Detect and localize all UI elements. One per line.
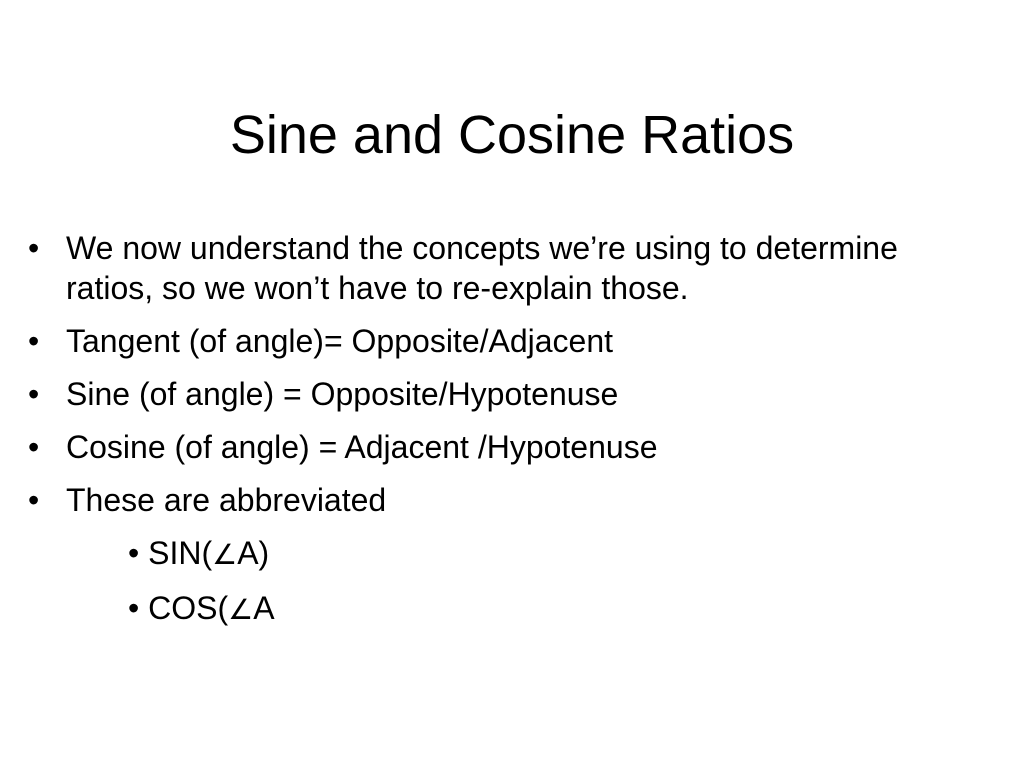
slide-title: Sine and Cosine Ratios [229,105,795,165]
bullet-dot: • [28,323,40,359]
bullet-text: These are abbreviated [66,482,387,518]
bullet-item [28,321,988,361]
sub-bullet-item [128,533,988,575]
bullet-text: Tangent (of angle)= Opposite/Adjacent [66,323,614,359]
bullet-list [28,228,988,643]
bullet-dot: • [28,376,40,412]
bullet-item [28,427,988,467]
sub-bullet-container [28,533,988,630]
sub-bullet-list [28,533,988,630]
bullet-text: We now understand the concepts we’re using to determine ratios, so we won’t have to re-explain those. [66,230,898,306]
sub-bullet-prefix: • SIN( [128,535,213,571]
bullet-dot: • [28,429,40,465]
angle-icon: ∠ [212,538,238,571]
angle-icon: ∠ [228,593,254,626]
sub-bullet-suffix: A) [237,535,270,571]
bullet-item [28,480,988,520]
bullet-text: Sine (of angle) = Opposite/Hypotenuse [66,376,619,412]
sub-bullet-suffix: A [253,590,275,626]
bullet-text: Cosine (of angle) = Adjacent /Hypotenuse [66,429,658,465]
bullet-item [28,228,988,308]
bullet-dot: • [28,230,40,266]
sub-bullet-prefix: • COS( [128,590,229,626]
bullet-item [28,374,988,414]
bullet-dot: • [28,482,40,518]
sub-bullet-item [128,588,988,630]
